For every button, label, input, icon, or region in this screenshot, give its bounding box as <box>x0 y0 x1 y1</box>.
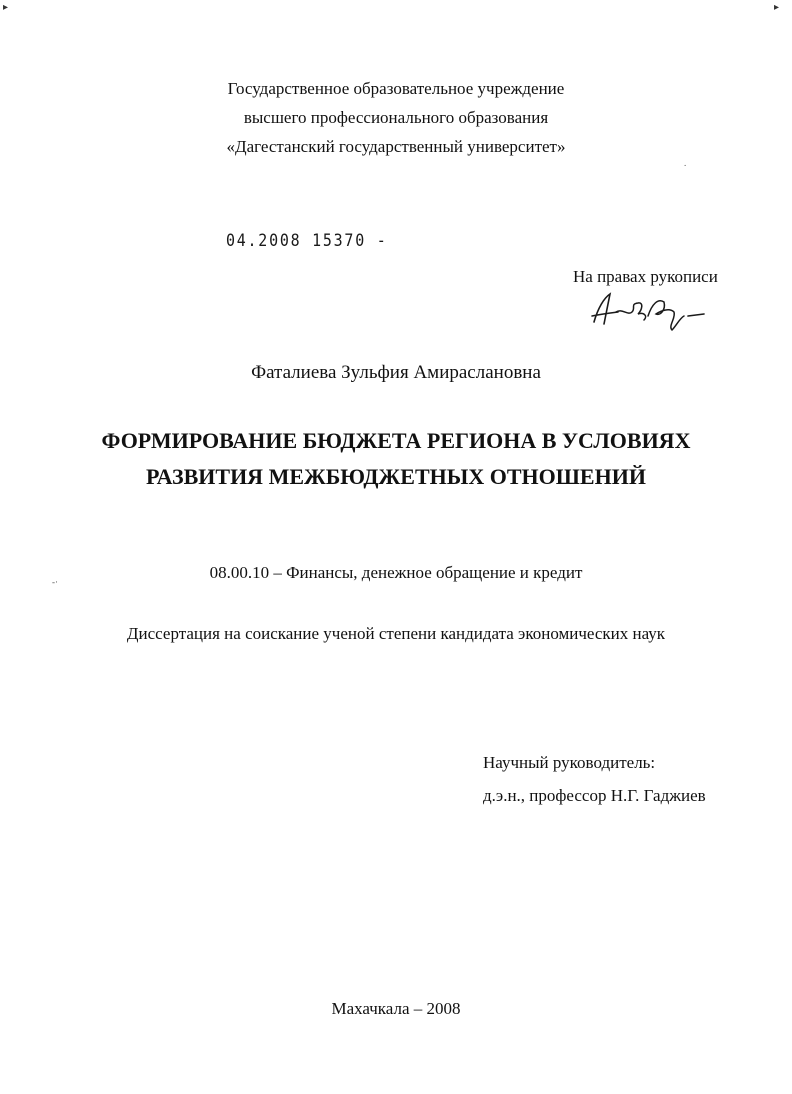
organization-line: Государственное образовательное учреждение <box>227 79 565 98</box>
scan-speck: -· <box>52 577 58 587</box>
dissertation-title <box>0 423 792 495</box>
handwritten-signature-icon <box>588 286 712 334</box>
rights-note: На правах рукописи <box>573 267 718 286</box>
corner-scan-mark-right: ▸ <box>774 2 780 13</box>
organization-line: высшего профессионального образования <box>243 108 549 127</box>
author-name: Фаталиева Зульфия Амираслановна <box>251 362 541 383</box>
organization-line: «Дагестанский государственный университет» <box>226 137 566 156</box>
organization-header <box>0 74 792 161</box>
city-year: Махачкала – 2008 <box>331 999 461 1018</box>
title-line: РАЗВИТИЯ МЕЖБЮДЖЕТНЫХ ОТНОШЕНИЙ <box>146 464 646 489</box>
scan-speck: . <box>684 158 687 168</box>
supervisor-block <box>483 746 706 812</box>
dissertation-type: Диссертация на соискание ученой степени кандидата экономических наук <box>126 624 666 643</box>
supervisor-name: д.э.н., профессор Н.Г. Гаджиев <box>483 786 706 805</box>
supervisor-label: Научный руководитель: <box>483 753 656 772</box>
registration-code-stamp: 04.2008 15370 - <box>226 231 388 251</box>
specialty-code: 08.00.10 – Финансы, денежное обращение и кредит <box>209 563 583 582</box>
corner-scan-mark-left: ▸ <box>3 2 9 13</box>
title-line: ФОРМИРОВАНИЕ БЮДЖЕТА РЕГИОНА В УСЛОВИЯХ <box>101 428 691 453</box>
